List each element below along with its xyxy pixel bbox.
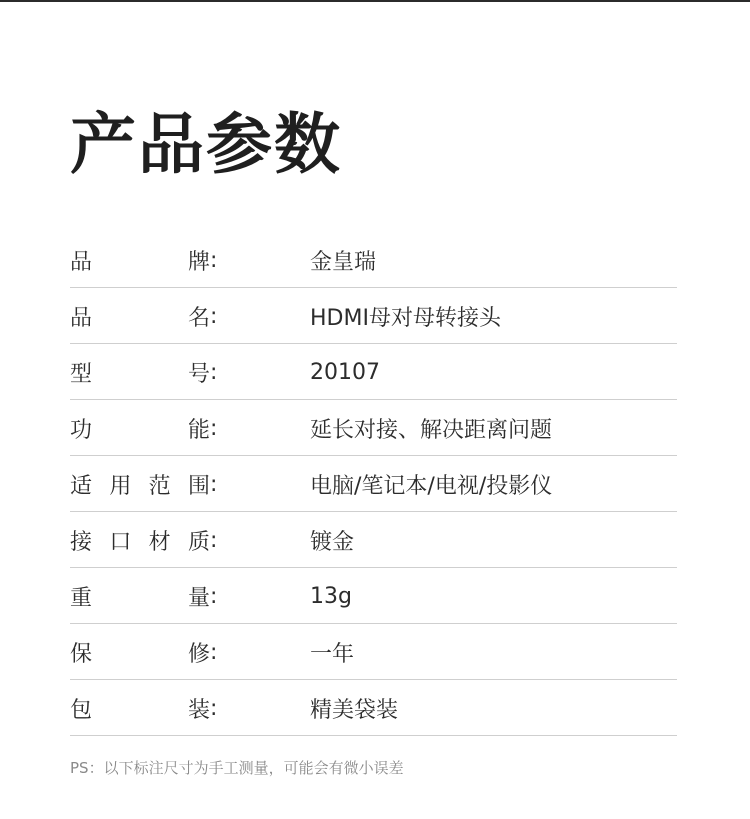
colon: :	[210, 247, 218, 273]
spec-row-packaging	[70, 680, 677, 736]
spec-value: 镀金	[310, 529, 355, 555]
spec-value: 电脑/笔记本/电视/投影仪	[310, 473, 553, 499]
spec-row-warranty	[70, 624, 677, 680]
spec-label	[70, 456, 210, 512]
spec-value: 金皇瑞	[310, 249, 377, 275]
colon: :	[210, 359, 218, 385]
spec-label	[70, 288, 210, 344]
label-char: 适	[70, 473, 93, 499]
label-char: 品	[70, 305, 93, 331]
spec-label	[70, 232, 210, 288]
colon: :	[210, 471, 218, 497]
label-char: 围	[187, 473, 210, 499]
label-char: 名	[187, 305, 210, 331]
label-char: 保	[70, 641, 93, 667]
spec-label	[70, 400, 210, 456]
spec-table	[70, 232, 677, 736]
label-char: 材	[148, 529, 171, 555]
label-char: 品	[70, 249, 93, 275]
label-char: 装	[187, 697, 210, 723]
label-char: 质	[187, 529, 210, 555]
label-char: 接	[70, 529, 93, 555]
spec-label	[70, 624, 210, 680]
spec-row-brand	[70, 232, 677, 288]
label-char: 功	[70, 417, 93, 443]
label-char: 修	[187, 641, 210, 667]
spec-row-compatibility	[70, 456, 677, 512]
label-char: 量	[187, 585, 210, 611]
spec-row-material	[70, 512, 677, 568]
label-char: 重	[70, 585, 93, 611]
label-char: 号	[187, 361, 210, 387]
spec-row-function	[70, 400, 677, 456]
measurement-note: PS：以下标注尺寸为手工测量，可能会有微小误差	[70, 759, 404, 777]
colon: :	[210, 303, 218, 329]
label-char: 口	[109, 529, 132, 555]
colon: :	[210, 583, 218, 609]
colon: :	[210, 415, 218, 441]
label-char: 型	[70, 361, 93, 387]
spec-value: 一年	[310, 641, 355, 667]
spec-row-model	[70, 344, 677, 400]
spec-label	[70, 680, 210, 736]
spec-value: 20107	[310, 359, 380, 385]
spec-value: 精美袋装	[310, 697, 399, 723]
page-title: 产品参数	[70, 106, 342, 183]
spec-value: HDMI母对母转接头	[310, 305, 501, 331]
colon: :	[210, 527, 218, 553]
label-char: 能	[187, 417, 210, 443]
label-char: 范	[148, 473, 171, 499]
spec-row-weight	[70, 568, 677, 624]
spec-value: 13g	[310, 583, 352, 609]
spec-row-name	[70, 288, 677, 344]
spec-label	[70, 344, 210, 400]
label-char: 用	[109, 473, 132, 499]
top-border-line	[0, 0, 750, 2]
label-char: 牌	[187, 249, 210, 275]
colon: :	[210, 639, 218, 665]
label-char: 包	[70, 697, 93, 723]
spec-label	[70, 512, 210, 568]
spec-label	[70, 568, 210, 624]
colon: :	[210, 695, 218, 721]
spec-value: 延长对接、解决距离问题	[310, 417, 553, 443]
